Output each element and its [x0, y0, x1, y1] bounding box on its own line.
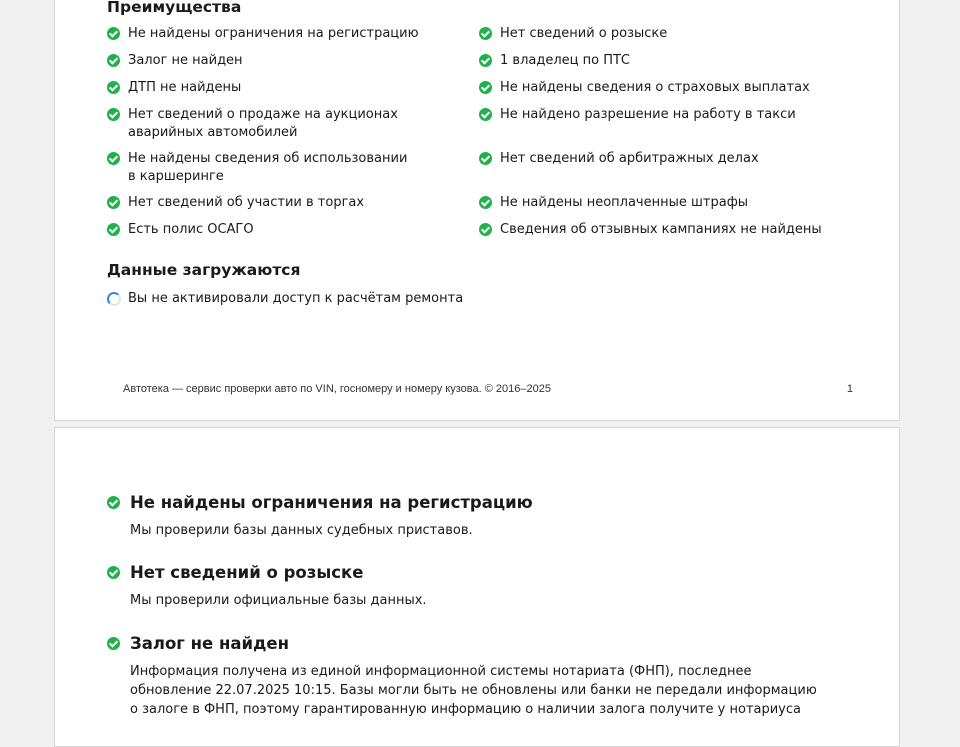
- advantage-item: 1 владелец по ПТС: [479, 52, 900, 70]
- check-circle-icon: [107, 637, 120, 650]
- check-circle-icon: [479, 54, 492, 67]
- page-number: 1: [846, 383, 853, 395]
- advantage-item: Не найдены сведения о страховых выплатах: [479, 79, 900, 97]
- check-circle-icon: [107, 108, 120, 121]
- check-circle-icon: [479, 152, 492, 165]
- detail-text: Информация получена из единой информационной системы нотариата (ФНП), последнее обновление 22.07.2025 10:15. Базы могли быть не обновлены или банки не передали информацию о залоге в ФНП, поэтому гарантированную информацию о наличии залога получите у нотариуса: [130, 664, 817, 717]
- advantage-item: Не найдено разрешение на работу в такси: [479, 106, 900, 124]
- check-circle-icon: [107, 196, 120, 209]
- advantage-item: Нет сведений о продаже на аукционах аварийных автомобилей: [107, 106, 468, 142]
- check-circle-icon: [107, 54, 120, 67]
- check-circle-icon: [479, 81, 492, 94]
- check-circle-icon: [107, 496, 120, 509]
- report-page-2: [54, 427, 900, 747]
- advantage-item: Залог не найден: [107, 52, 488, 70]
- advantage-item: ДТП не найдены: [107, 79, 488, 97]
- advantage-item: Не найдены сведения об использовании в каршеринге: [107, 150, 418, 186]
- detail-text: Мы проверили официальные базы данных.: [130, 593, 427, 608]
- advantage-item: Нет сведений о розыске: [479, 25, 900, 43]
- check-circle-icon: [479, 108, 492, 121]
- detail-title: Нет сведений о розыске: [130, 563, 364, 582]
- check-circle-icon: [107, 81, 120, 94]
- detail-text: Мы проверили базы данных судебных приставов.: [130, 523, 473, 538]
- loading-title: Данные загружаются: [107, 261, 301, 279]
- check-circle-icon: [107, 152, 120, 165]
- report-page-1: [54, 0, 900, 421]
- loading-spinner-icon: [107, 292, 121, 306]
- advantage-item: Есть полис ОСАГО: [107, 221, 488, 239]
- check-circle-icon: [479, 223, 492, 236]
- detail-section: [107, 491, 827, 540]
- page-footer: Автотека — сервис проверки авто по VIN, госномеру и номеру кузова. © 2016–2025: [123, 383, 551, 395]
- detail-title: Не найдены ограничения на регистрацию: [130, 493, 533, 512]
- advantage-item: Сведения об отзывных кампаниях не найдены: [479, 221, 900, 239]
- check-circle-icon: [107, 27, 120, 40]
- detail-title: Залог не найден: [130, 634, 289, 653]
- detail-section: [107, 561, 827, 610]
- advantage-item: Нет сведений об участии в торгах: [107, 194, 488, 212]
- detail-section: [107, 632, 827, 719]
- advantage-item: Нет сведений об арбитражных делах: [479, 150, 900, 168]
- advantages-title: Преимущества: [107, 0, 242, 16]
- advantage-item: Не найдены неоплаченные штрафы: [479, 194, 900, 212]
- check-circle-icon: [107, 223, 120, 236]
- advantage-item: Не найдены ограничения на регистрацию: [107, 25, 488, 43]
- check-circle-icon: [107, 566, 120, 579]
- loading-item: Вы не активировали доступ к расчётам ремонта: [107, 290, 628, 308]
- check-circle-icon: [479, 196, 492, 209]
- check-circle-icon: [479, 27, 492, 40]
